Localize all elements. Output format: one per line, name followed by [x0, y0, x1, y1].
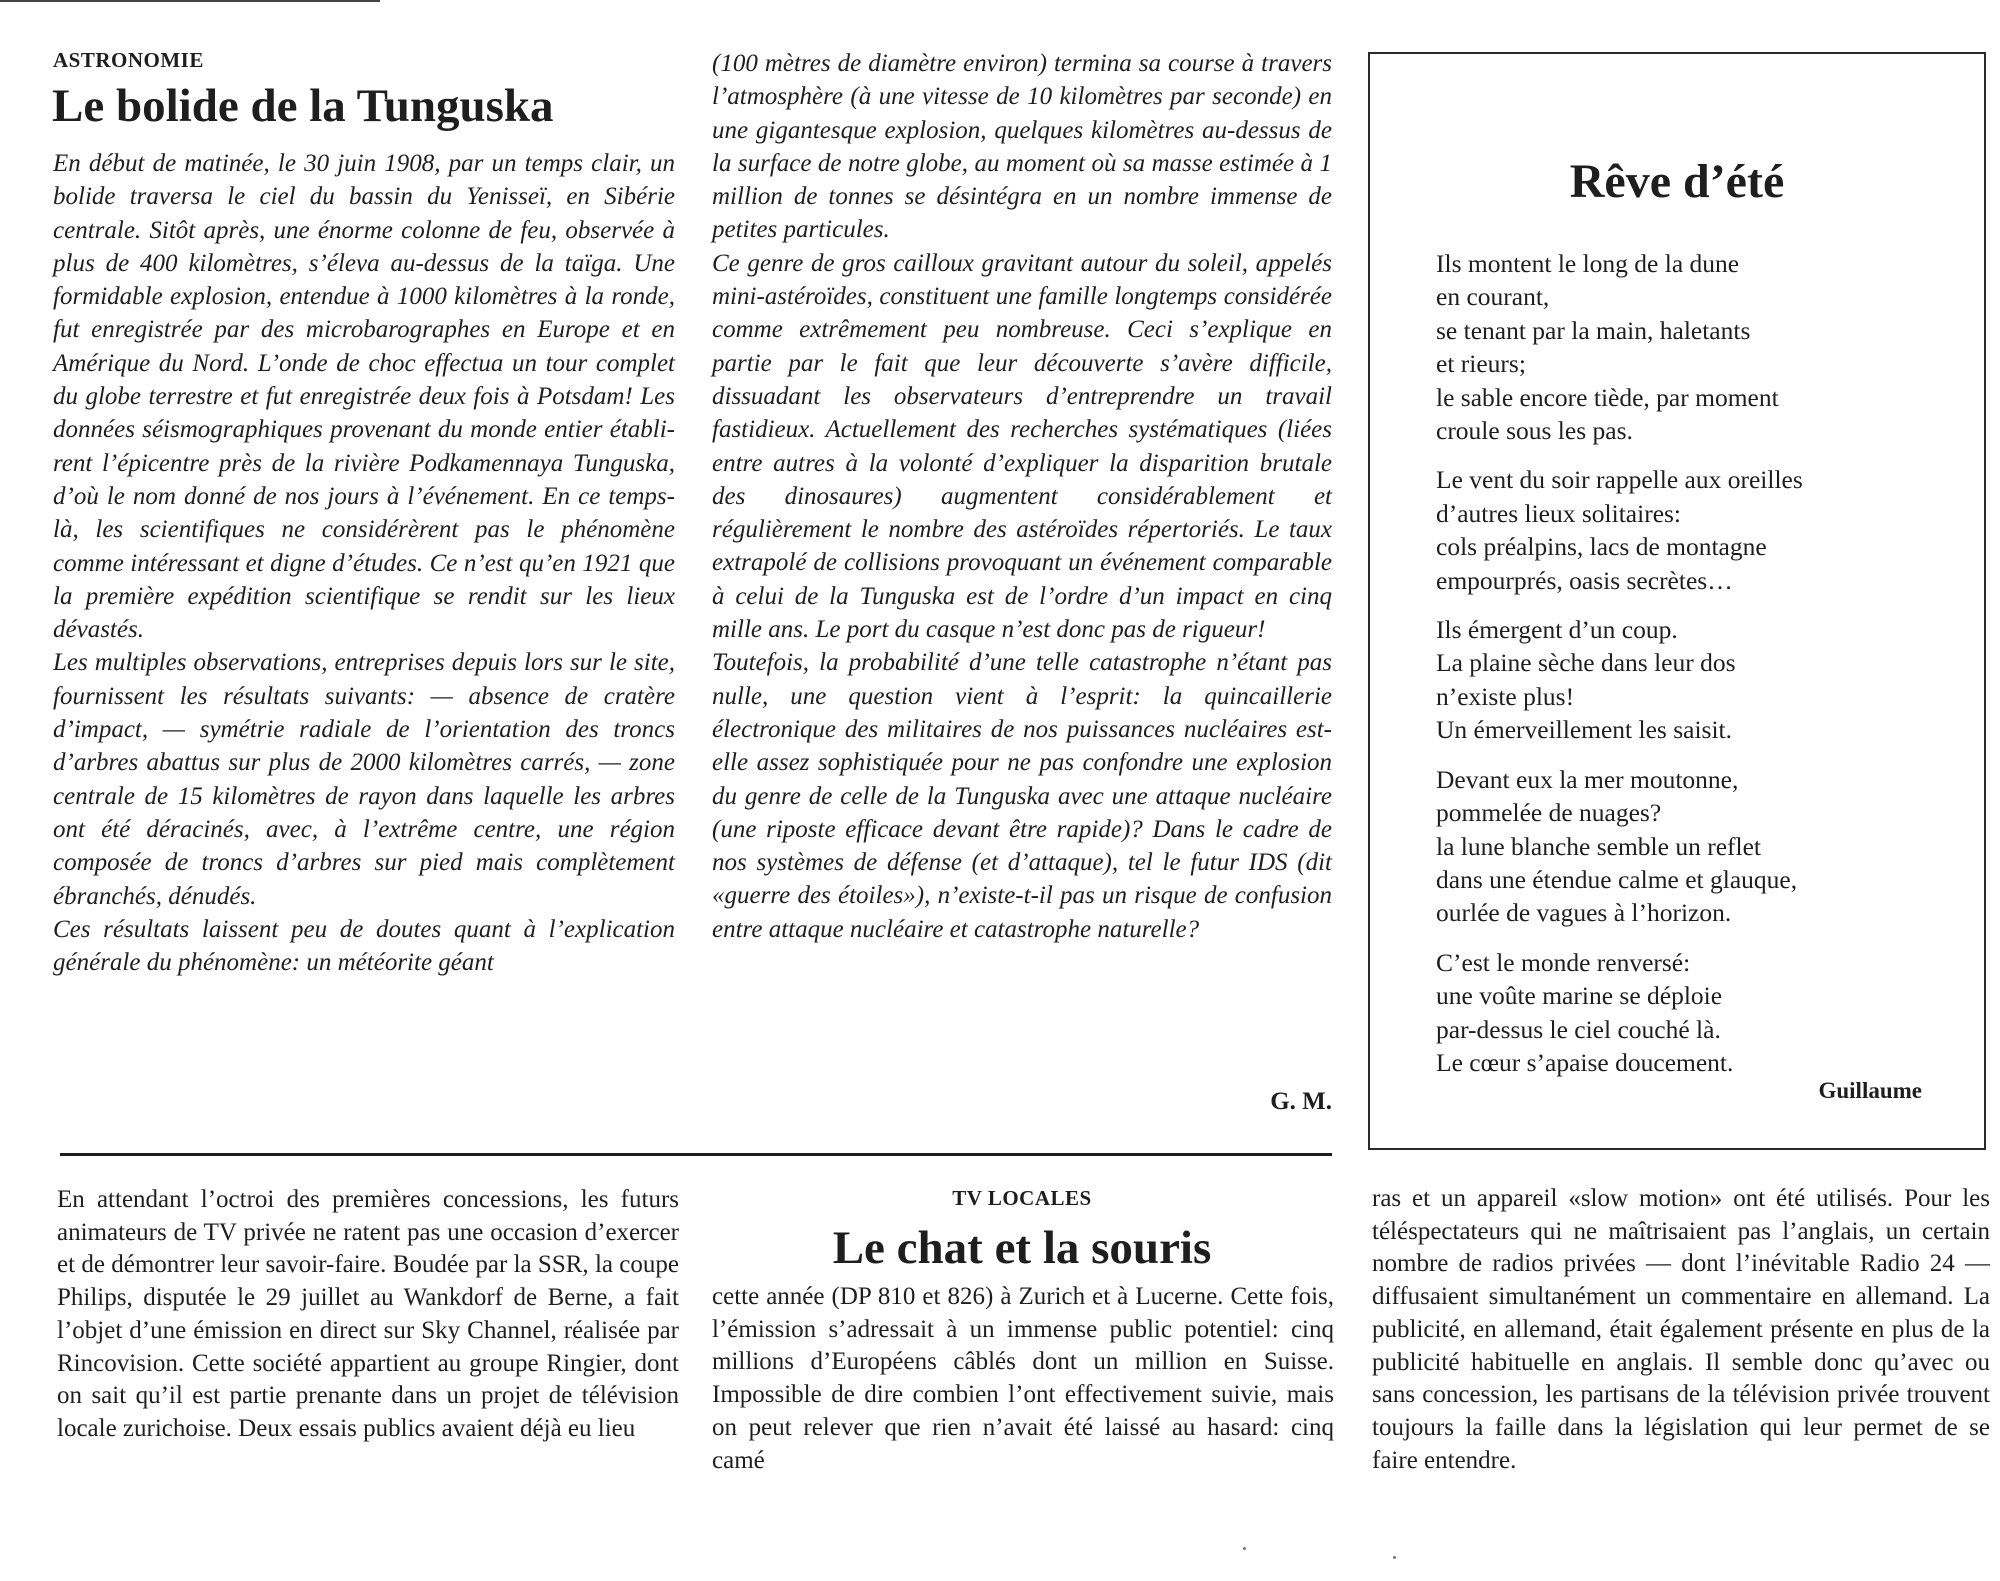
- poem-line: Le vent du soir rappelle aux oreilles: [1436, 465, 1803, 495]
- poem-line: se tenant par la main, haletants: [1436, 315, 1751, 345]
- tv-article-column-2: cette année (DP 810 et 826) à Zurich et à Lucerne. Cette fois, l’émission s’adressait à un immense public potentiel: cinq millions d’Européens câblés dont un million en Suisse. Impossible de dire combien l’ont effectivement suivie, mais on peut relever que rien n’avait été laissé au hasard: cinq camé: [712, 1283, 1334, 1474]
- poem-line: ourlée de vagues à l’horizon.: [1436, 898, 1732, 928]
- poem-line: le sable encore tiède, par moment: [1436, 382, 1779, 412]
- poem-line: n’existe plus!: [1436, 681, 1575, 711]
- poem-stanza: [1436, 946, 1956, 1080]
- poem-line: par-dessus le ciel couché là.: [1436, 1014, 1721, 1044]
- poem-line: C’est le monde renversé:: [1436, 947, 1691, 977]
- poem-line: Ils émergent d’un coup.: [1436, 615, 1678, 645]
- tv-article-column-1: En attendant l’octroi des premières concessions, les futurs animateurs de TV privée ne ratent pas une occasion d’exercer et de démontrer leur savoir-faire. Boudée par la SSR, la coupe Philips, disputée le 29 juillet au Wankdorf de Berne, a fait l’objet d’une émission en direct sur Sky Channel, réalisée par Rincovision. Cette société appartient au groupe Ringier, dont on sait qu’il est partie prenante dans un projet de télévision locale zurichoise. Deux essais publics avaient déjà eu lieu: [57, 1186, 679, 1442]
- poem-line: une voûte marine se déploie: [1436, 981, 1723, 1011]
- poem-stanza: [1436, 247, 1956, 447]
- tv-article-title: Le chat et la souris: [832, 1222, 1212, 1274]
- article-signature: G. M.: [1270, 1088, 1332, 1115]
- paragraph: Ces résultats laissent peu de doutes quant à l’explication générale du phénomène: un météorite géant: [53, 915, 675, 977]
- page-top-rule: [0, 0, 380, 2]
- poem-line: et rieurs;: [1436, 349, 1526, 379]
- poem-stanza: [1436, 613, 1956, 747]
- poem-line: croule sous les pas.: [1436, 416, 1633, 446]
- poem-stanza: [1436, 763, 1956, 930]
- poem-line: cols préalpins, lacs de montagne: [1436, 532, 1767, 562]
- article-column-2: [712, 47, 1332, 946]
- poem-line: Ils montent le long de la dune: [1436, 249, 1740, 278]
- poem-line: Un émerveillement les saisit.: [1436, 715, 1733, 745]
- poem-line: pommelée de nuages?: [1436, 798, 1662, 828]
- poem-line: en courant,: [1436, 282, 1550, 312]
- tv-article-column-3: ras et un appareil «slow motion» ont été utilisés. Pour les téléspectateurs qui ne maîtrisaient pas l’anglais, un certain nombre de radios privées — dont l’inévitable Radio 24 — diffusaient simultanément un commentaire en allemand. La publicité, en allemand, était également présente en plus de la publicité habituelle en anglais. Il semble donc qu’avec ou sans concession, les partisans de la télévision privée trouvent toujours la faille dans la législation qui leur permet de se faire entendre.: [1372, 1185, 1990, 1474]
- poem-author: Guillaume: [1818, 1078, 1922, 1103]
- paragraph: Ce genre de gros cailloux gravitant autour du soleil, appelés mini-astéroïdes, constituent une famille longtemps considérée comme extrêmement peu nombreuse. Ceci s’explique en partie par le fait que leur découverte s’avère difficile, dissuadant les observateurs d’entreprendre un travail fastidieux. Actuellement des recherches systématiques (liées entre autres à la volonté d’expliquer la disparition brutale des dinosaures) augmentent considérablement et régulièrement le nombre des astéroïdes répertoriés. Le taux extrapolé de collisions provoquant un événement comparable à celui de la Tunguska est de l’ordre d’un impact en cinq mille ans. Le port du casque n’est donc pas de rigueur!: [712, 249, 1332, 644]
- poem-title: Rêve d’été: [1569, 155, 1785, 208]
- print-speck: [1243, 1547, 1246, 1550]
- poem-line: Devant eux la mer moutonne,: [1436, 764, 1739, 794]
- section-divider: [60, 1153, 1332, 1156]
- paragraph: Toutefois, la probabilité d’une telle catastrophe n’étant pas nulle, une question vient à l’esprit: la quincaillerie électronique des militaires de nos puissances nucléaires est-elle assez sophistiquée pour ne pas confondre une explosion du genre de celle de la Tunguska avec une attaque nucléaire (une riposte efficace devant être rapide)? Dans le cadre de nos systèmes de défense (et d’attaque), tel le futur IDS (dit «guerre des étoiles»), n’existe-t-il pas un risque de confusion entre attaque nucléaire et catastrophe naturelle?: [712, 649, 1332, 943]
- poem-line: la lune blanche semble un reflet: [1436, 831, 1761, 861]
- poem-body: [1436, 247, 1956, 1095]
- poem-line: d’autres lieux solitaires:: [1436, 498, 1682, 528]
- print-speck: [1393, 1556, 1396, 1559]
- tv-article-kicker: TV LOCALES: [952, 1186, 1092, 1210]
- article-kicker: ASTRONOMIE: [53, 48, 204, 72]
- poem-line: dans une étendue calme et glauque,: [1436, 864, 1798, 894]
- poem-stanza: [1436, 463, 1956, 597]
- paragraph: Les multiples observations, entreprises depuis lors sur le site, fournissent les résultats suivants: — absence de cratère d’impact, — symétrie radiale de l’orientation des troncs d’arbres abattus sur plus de 2000 kilomètres carrés, — zone centrale de 15 kilomètres de rayon dans laquelle les arbres ont été déracinés, avec, à l’extrême centre, une région composée de troncs d’arbres sur pied mais complètement ébranchés, dénudés.: [53, 649, 675, 910]
- paragraph: (100 mètres de diamètre environ) termina sa course à travers l’atmosphère (à une vitesse de 10 kilomètres par seconde) en une gigantesque explosion, quelques kilomètres au-dessus de la surface de notre globe, au moment où sa masse estimée à 1 million de tonnes se désintégra en un nombre immense de petites particules.: [712, 50, 1332, 244]
- poem-box: [1368, 52, 1986, 1150]
- poem-line: Le cœur s’apaise doucement.: [1436, 1047, 1734, 1077]
- paragraph: En début de matinée, le 30 juin 1908, par un temps clair, un bolide traversa le ciel du bassin du Yenisseï, en Sibérie centrale. Sitôt après, une énorme colonne de feu, observée à plus de 400 kilomètres, s’éleva au-dessus de la taïga. Une formidable explosion, entendue à 1000 kilomètres à la ronde, fut enregistrée par des microbarographes en Europe et en Amérique du Nord. L’onde de choc effectua un tour complet du globe terrestre et fut enregistrée deux fois à Potsdam! Les données séismographiques provenant du monde entier établirent l’épicentre près de la rivière Podkamennaya Tunguska, d’où le nom donné de nos jours à l’événement. En ce temps-là, les scientifiques ne considérèrent pas le phénomène comme intéressant et digne d’études. Ce n’est qu’en 1921 que la première expédition scientifique se rendit sur les lieux dévastés.: [53, 150, 675, 644]
- article-title: Le bolide de la Tunguska: [52, 80, 554, 132]
- article-column-1: [53, 147, 675, 979]
- poem-line: empourprés, oasis secrètes…: [1436, 565, 1733, 595]
- poem-line: La plaine sèche dans leur dos: [1436, 648, 1736, 678]
